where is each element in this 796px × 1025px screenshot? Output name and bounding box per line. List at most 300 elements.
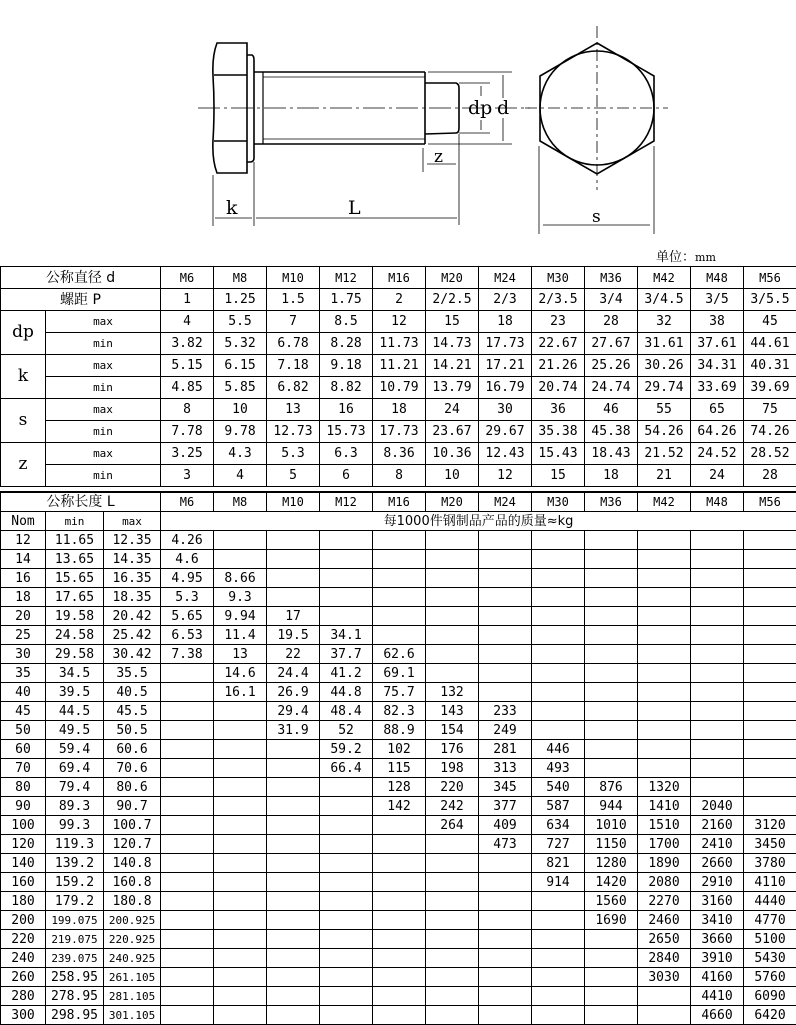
- mass-value: 2460: [638, 911, 691, 930]
- mass-value: 3030: [638, 968, 691, 987]
- mass-value: [479, 664, 532, 683]
- length-max: 261.105: [104, 968, 161, 987]
- mass-value: [532, 1006, 585, 1025]
- dimension-value: 25.26: [585, 355, 638, 377]
- mass-value: [161, 930, 214, 949]
- mass-value: [744, 702, 796, 721]
- table-row: [1, 588, 796, 607]
- mass-value: [638, 683, 691, 702]
- mass-value: [320, 1006, 373, 1025]
- mass-value: [585, 702, 638, 721]
- dimension-value: 37.61: [691, 333, 744, 355]
- mass-value: [426, 645, 479, 664]
- dimension-value: 6.82: [267, 377, 320, 399]
- mass-value: [691, 702, 744, 721]
- mass-value: [744, 740, 796, 759]
- mass-value: [532, 987, 585, 1006]
- mass-value: [161, 987, 214, 1006]
- mass-value: [585, 968, 638, 987]
- mass-value: [426, 1006, 479, 1025]
- table-row: [1, 607, 796, 626]
- mass-value: 142: [373, 797, 426, 816]
- dimension-value: 16.79: [479, 377, 532, 399]
- dimension-value: 9.78: [214, 421, 267, 443]
- length-nom: 280: [1, 987, 46, 1006]
- mass-value: [320, 949, 373, 968]
- dimension-value: 21.26: [532, 355, 585, 377]
- mass-value: 37.7: [320, 645, 373, 664]
- mass-value: 5430: [744, 949, 796, 968]
- mass-value: [214, 968, 267, 987]
- mass-value: 6420: [744, 1006, 796, 1025]
- dimension-value: 7.18: [267, 355, 320, 377]
- size-header: M6: [161, 492, 214, 512]
- table-row: [1, 911, 796, 930]
- mass-value: 115: [373, 759, 426, 778]
- mass-value: [532, 645, 585, 664]
- mass-value: [320, 550, 373, 569]
- dimension-value: 39.69: [744, 377, 796, 399]
- limit-label: min: [46, 421, 161, 443]
- mass-value: [691, 683, 744, 702]
- mass-value: [214, 911, 267, 930]
- length-min: 179.2: [46, 892, 104, 911]
- mass-value: 1700: [638, 835, 691, 854]
- length-min: 17.65: [46, 588, 104, 607]
- dimension-value: 28: [744, 465, 796, 487]
- table-row: [1, 1006, 796, 1025]
- mass-value: 3410: [691, 911, 744, 930]
- symbol-label: s: [1, 399, 46, 443]
- length-nom: 25: [1, 626, 46, 645]
- mass-value: 3910: [691, 949, 744, 968]
- dimension-value: 8.5: [320, 311, 373, 333]
- mass-value: [479, 854, 532, 873]
- length-min: 159.2: [46, 873, 104, 892]
- dimension-value: 13.79: [426, 377, 479, 399]
- pitch-row: [1, 289, 796, 311]
- limit-label: max: [46, 355, 161, 377]
- mass-value: 5.3: [161, 588, 214, 607]
- length-nom: 45: [1, 702, 46, 721]
- s-label: s: [592, 207, 601, 227]
- dimension-value: 27.67: [585, 333, 638, 355]
- mass-value: [479, 531, 532, 550]
- mass-value: 1420: [585, 873, 638, 892]
- dimension-value: 29.67: [479, 421, 532, 443]
- mass-value: 9.94: [214, 607, 267, 626]
- dimension-value: 13: [267, 399, 320, 421]
- table-row: [1, 778, 796, 797]
- table-row: [1, 645, 796, 664]
- mass-value: [479, 683, 532, 702]
- mass-value: 24.4: [267, 664, 320, 683]
- size-header: M20: [426, 267, 479, 289]
- symbol-label: z: [1, 443, 46, 487]
- mass-value: [373, 892, 426, 911]
- dimension-value: 15.43: [532, 443, 585, 465]
- mass-value: [161, 854, 214, 873]
- dimension-value: 12: [479, 465, 532, 487]
- dimension-value: 55: [638, 399, 691, 421]
- length-max: 16.35: [104, 569, 161, 588]
- limit-label: min: [46, 465, 161, 487]
- mass-value: [267, 854, 320, 873]
- mass-value: [479, 588, 532, 607]
- length-nom: 50: [1, 721, 46, 740]
- mass-value: 29.4: [267, 702, 320, 721]
- mass-value: 31.9: [267, 721, 320, 740]
- dimension-value: 15: [532, 465, 585, 487]
- length-max: 90.7: [104, 797, 161, 816]
- limit-label: max: [46, 311, 161, 333]
- unit-label: 单位：: [656, 250, 696, 265]
- mass-value: 7.38: [161, 645, 214, 664]
- mass-value: [585, 664, 638, 683]
- mass-value: [638, 987, 691, 1006]
- table-row: [1, 759, 796, 778]
- mass-value: [426, 607, 479, 626]
- mass-value: [161, 892, 214, 911]
- mass-value: 17: [267, 607, 320, 626]
- mass-value: [373, 626, 426, 645]
- mass-value: [479, 873, 532, 892]
- mass-value: [744, 588, 796, 607]
- length-min: 13.65: [46, 550, 104, 569]
- mass-value: [585, 626, 638, 645]
- mass-value: [214, 949, 267, 968]
- table-row: [1, 333, 796, 355]
- mass-value: 3120: [744, 816, 796, 835]
- mass-value: [426, 550, 479, 569]
- mass-value: 34.1: [320, 626, 373, 645]
- mass-value: [426, 930, 479, 949]
- dimension-value: 28: [585, 311, 638, 333]
- mass-value: [320, 930, 373, 949]
- size-header: M12: [320, 492, 373, 512]
- mass-value: [426, 968, 479, 987]
- pitch-value: 2: [373, 289, 426, 311]
- mass-value: [479, 645, 532, 664]
- dimension-value: 4: [214, 465, 267, 487]
- pitch-value: 1.25: [214, 289, 267, 311]
- mass-value: [532, 892, 585, 911]
- mass-value: 2080: [638, 873, 691, 892]
- mass-value: [532, 664, 585, 683]
- limit-label: min: [46, 377, 161, 399]
- mass-value: [585, 683, 638, 702]
- mass-value: 914: [532, 873, 585, 892]
- symbol-label: k: [1, 355, 46, 399]
- mass-value: [638, 702, 691, 721]
- dimension-value: 5.85: [214, 377, 267, 399]
- mass-value: [479, 550, 532, 569]
- k-label: k: [226, 197, 238, 219]
- mass-value: [426, 626, 479, 645]
- table-row: [1, 531, 796, 550]
- length-nom: 12: [1, 531, 46, 550]
- dimension-value: 28.52: [744, 443, 796, 465]
- mass-value: [744, 664, 796, 683]
- mass-value: [479, 626, 532, 645]
- mass-value: 62.6: [373, 645, 426, 664]
- length-max: 281.105: [104, 987, 161, 1006]
- size-header: M8: [214, 492, 267, 512]
- mass-value: 944: [585, 797, 638, 816]
- mass-value: 75.7: [373, 683, 426, 702]
- dimension-value: 64.26: [691, 421, 744, 443]
- mass-value: [638, 740, 691, 759]
- size-header: M48: [691, 492, 744, 512]
- mass-value: [638, 531, 691, 550]
- mass-value: 3160: [691, 892, 744, 911]
- mass-value: [320, 588, 373, 607]
- unit-note: [656, 246, 716, 265]
- length-nom: 240: [1, 949, 46, 968]
- limit-label: max: [46, 399, 161, 421]
- mass-value: [479, 911, 532, 930]
- mass-value: [744, 797, 796, 816]
- mass-value: [638, 759, 691, 778]
- length-max: 20.42: [104, 607, 161, 626]
- mass-value: 1410: [638, 797, 691, 816]
- nom-header: Nom: [1, 512, 46, 531]
- dimension-value: 33.69: [691, 377, 744, 399]
- table-row: [1, 930, 796, 949]
- size-header: M56: [744, 267, 796, 289]
- dimension-value: 17.21: [479, 355, 532, 377]
- mass-value: [744, 645, 796, 664]
- dimension-value: 17.73: [373, 421, 426, 443]
- mass-value: 2040: [691, 797, 744, 816]
- mass-value: 16.1: [214, 683, 267, 702]
- mass-value: 1280: [585, 854, 638, 873]
- table-row: [1, 569, 796, 588]
- mass-value: [214, 550, 267, 569]
- dimension-value: 18.43: [585, 443, 638, 465]
- dimension-value: 6: [320, 465, 373, 487]
- mass-value: [691, 531, 744, 550]
- dimension-value: 8.28: [320, 333, 373, 355]
- mass-value: [532, 569, 585, 588]
- mass-value: [373, 835, 426, 854]
- mass-value: [426, 987, 479, 1006]
- mass-value: [214, 854, 267, 873]
- dimension-value: 5: [267, 465, 320, 487]
- mass-value: [585, 740, 638, 759]
- mass-value: 2910: [691, 873, 744, 892]
- mass-value: [585, 949, 638, 968]
- dimension-value: 4.3: [214, 443, 267, 465]
- mass-value: [426, 531, 479, 550]
- mass-value: [479, 968, 532, 987]
- mass-value: [426, 892, 479, 911]
- length-nom: 60: [1, 740, 46, 759]
- mass-value: [214, 702, 267, 721]
- size-header: M10: [267, 267, 320, 289]
- length-min: 199.075: [46, 911, 104, 930]
- mass-value: [320, 892, 373, 911]
- length-nom: 16: [1, 569, 46, 588]
- nominal-length-header: 公称长度 L: [1, 492, 161, 512]
- mass-value: [638, 626, 691, 645]
- dimension-value: 8: [161, 399, 214, 421]
- table-row: [1, 987, 796, 1006]
- z-label: z: [434, 147, 443, 167]
- mass-value: [532, 531, 585, 550]
- mass-value: [267, 569, 320, 588]
- mass-value: 132: [426, 683, 479, 702]
- symbol-label: dp: [1, 311, 46, 355]
- mass-value: 2660: [691, 854, 744, 873]
- dimension-value: 14.73: [426, 333, 479, 355]
- length-min: 69.4: [46, 759, 104, 778]
- mass-value: 345: [479, 778, 532, 797]
- size-header: M48: [691, 267, 744, 289]
- mass-value: 4160: [691, 968, 744, 987]
- dimension-table: [0, 266, 796, 487]
- mass-value: [214, 835, 267, 854]
- mass-value: 1890: [638, 854, 691, 873]
- mass-value: [744, 778, 796, 797]
- mass-value: 409: [479, 816, 532, 835]
- dimension-value: 11.73: [373, 333, 426, 355]
- mass-value: 249: [479, 721, 532, 740]
- table-row: [1, 854, 796, 873]
- length-max: 40.5: [104, 683, 161, 702]
- dimension-value: 74.26: [744, 421, 796, 443]
- mass-value: [585, 930, 638, 949]
- mass-value: [267, 797, 320, 816]
- mass-value: 198: [426, 759, 479, 778]
- dimension-value: 36: [532, 399, 585, 421]
- dimension-value: 4.85: [161, 377, 214, 399]
- dimension-value: 8.82: [320, 377, 373, 399]
- length-min: 44.5: [46, 702, 104, 721]
- dimension-value: 8: [373, 465, 426, 487]
- mass-value: [585, 645, 638, 664]
- size-header: M24: [479, 267, 532, 289]
- size-header: M42: [638, 267, 691, 289]
- dimension-value: 46: [585, 399, 638, 421]
- dimension-value: 9.18: [320, 355, 373, 377]
- dimension-value: 21: [638, 465, 691, 487]
- mass-value: [479, 949, 532, 968]
- mass-value: [585, 588, 638, 607]
- table-row: [1, 740, 796, 759]
- mass-value: [691, 550, 744, 569]
- mass-value: [161, 911, 214, 930]
- size-header: M24: [479, 492, 532, 512]
- dimension-value: 8.36: [373, 443, 426, 465]
- mass-value: [267, 930, 320, 949]
- dimension-value: 75: [744, 399, 796, 421]
- mass-value: 2270: [638, 892, 691, 911]
- mass-value: [426, 569, 479, 588]
- length-min: 15.65: [46, 569, 104, 588]
- mass-value: 233: [479, 702, 532, 721]
- limit-label: max: [46, 443, 161, 465]
- length-max: 140.8: [104, 854, 161, 873]
- dimension-value: 18: [373, 399, 426, 421]
- mass-value: 727: [532, 835, 585, 854]
- mass-value: [320, 531, 373, 550]
- mass-value: [214, 759, 267, 778]
- mass-value: 59.2: [320, 740, 373, 759]
- mass-value: 5760: [744, 968, 796, 987]
- mass-value: 220: [426, 778, 479, 797]
- mass-value: 66.4: [320, 759, 373, 778]
- mass-value: 242: [426, 797, 479, 816]
- table-row: [1, 377, 796, 399]
- length-min: 89.3: [46, 797, 104, 816]
- mass-value: [532, 968, 585, 987]
- dp-label: dp: [468, 97, 493, 119]
- mass-value: [691, 740, 744, 759]
- mass-value: [161, 740, 214, 759]
- mass-value: 128: [373, 778, 426, 797]
- mass-value: 1560: [585, 892, 638, 911]
- dimension-value: 16: [320, 399, 373, 421]
- mass-value: 5.65: [161, 607, 214, 626]
- mass-value: [585, 721, 638, 740]
- mass-value: [691, 607, 744, 626]
- table-row: [1, 664, 796, 683]
- mass-value: [532, 930, 585, 949]
- mass-value: [532, 702, 585, 721]
- mass-value: [744, 569, 796, 588]
- length-min: 239.075: [46, 949, 104, 968]
- length-min: 79.4: [46, 778, 104, 797]
- mass-value: [267, 987, 320, 1006]
- mass-value: 821: [532, 854, 585, 873]
- mass-value: 264: [426, 816, 479, 835]
- mass-value: [426, 664, 479, 683]
- length-min: 139.2: [46, 854, 104, 873]
- mass-value: 4410: [691, 987, 744, 1006]
- mass-value: 587: [532, 797, 585, 816]
- table-row: [1, 465, 796, 487]
- dimension-value: 5.3: [267, 443, 320, 465]
- mass-value: [373, 550, 426, 569]
- mass-value: [585, 759, 638, 778]
- table-row: [1, 683, 796, 702]
- mass-value: 82.3: [373, 702, 426, 721]
- mass-value: [373, 1006, 426, 1025]
- mass-value: 154: [426, 721, 479, 740]
- mass-value: [373, 816, 426, 835]
- length-min: 34.5: [46, 664, 104, 683]
- mass-value: 11.4: [214, 626, 267, 645]
- table-row: [1, 892, 796, 911]
- length-max: 70.6: [104, 759, 161, 778]
- size-header: M30: [532, 492, 585, 512]
- mass-value: [267, 588, 320, 607]
- mass-value: [585, 531, 638, 550]
- length-nom: 30: [1, 645, 46, 664]
- mass-value: 22: [267, 645, 320, 664]
- size-header: M42: [638, 492, 691, 512]
- mass-value: 52: [320, 721, 373, 740]
- table-row: [1, 835, 796, 854]
- dimension-value: 10: [426, 465, 479, 487]
- length-min: 49.5: [46, 721, 104, 740]
- length-nom: 120: [1, 835, 46, 854]
- length-max: 220.925: [104, 930, 161, 949]
- mass-value: [267, 873, 320, 892]
- mass-value: [638, 645, 691, 664]
- mass-value: [214, 721, 267, 740]
